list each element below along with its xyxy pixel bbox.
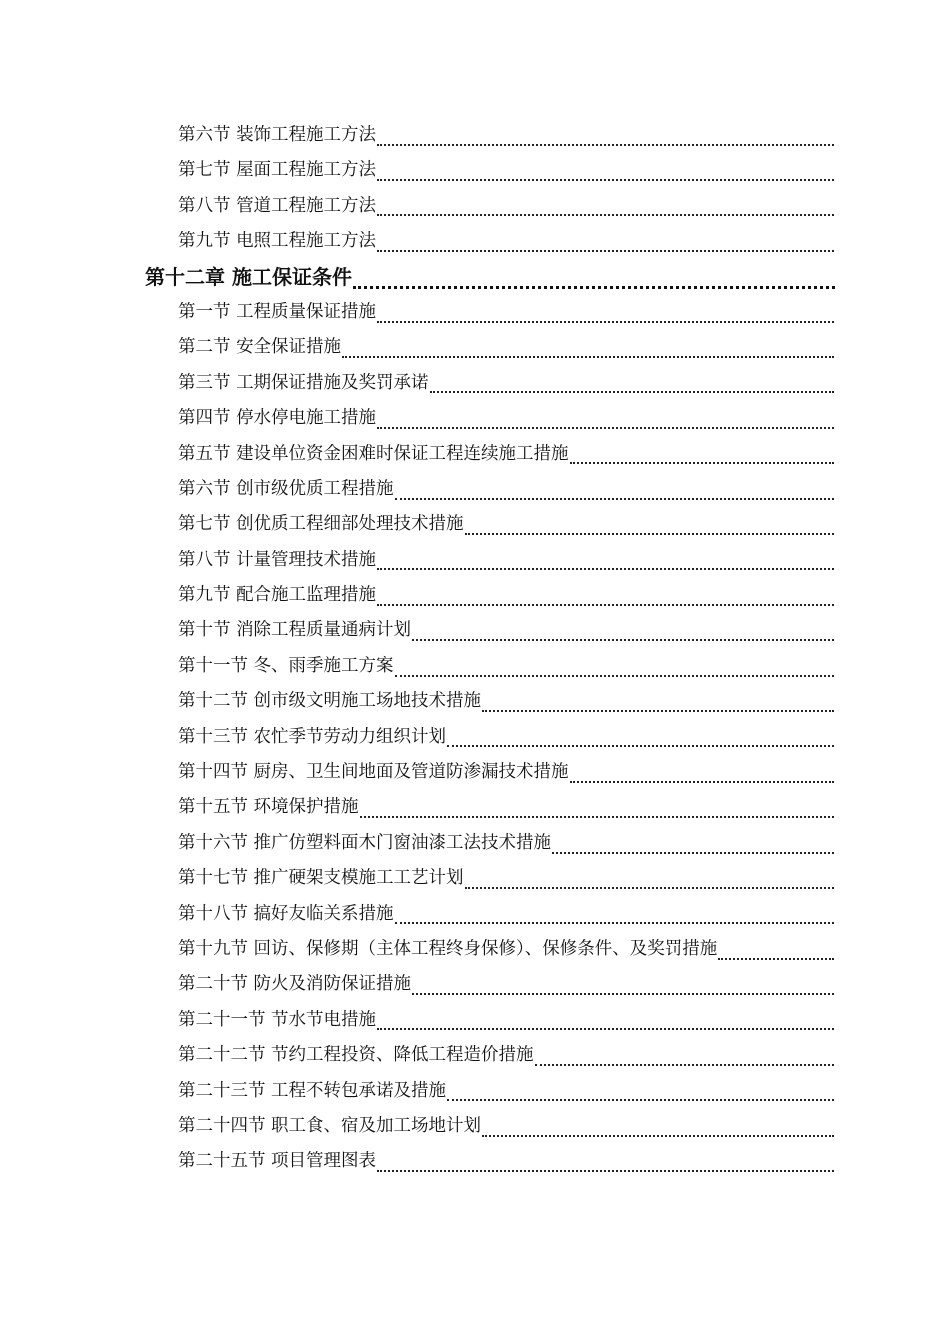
- toc-section-entry[interactable]: [178, 366, 834, 401]
- toc-section-entry[interactable]: [178, 189, 834, 224]
- toc-entry-title: 第十一节 冬、雨季施工方案: [178, 655, 394, 676]
- toc-dot-leader: [430, 391, 834, 393]
- toc-entry-title: 第八节 计量管理技术措施: [178, 549, 377, 570]
- toc-section-entry[interactable]: [178, 472, 834, 507]
- toc-entry-title: 第二十三节 工程不转包承诺及措施: [178, 1080, 447, 1101]
- toc-dot-leader: [377, 427, 834, 429]
- toc-section-entry[interactable]: [178, 790, 834, 825]
- toc-entry-title: 第五节 建设单位资金困难时保证工程连续施工措施: [178, 443, 569, 464]
- toc-entry-title: 第四节 停水停电施工措施: [178, 408, 377, 429]
- toc-section-entry[interactable]: [178, 330, 834, 365]
- toc-section-entry[interactable]: [178, 1109, 834, 1144]
- toc-section-entry[interactable]: [178, 755, 834, 790]
- toc-dot-leader: [377, 568, 834, 570]
- toc-section-entry[interactable]: [178, 932, 834, 967]
- toc-section-entry[interactable]: [178, 1038, 834, 1073]
- toc-section-entry[interactable]: [178, 720, 834, 755]
- toc-dot-leader: [447, 1099, 834, 1101]
- toc-dot-leader: [377, 214, 834, 216]
- toc-section-entry[interactable]: [178, 295, 834, 330]
- toc-dot-leader: [377, 1170, 834, 1172]
- toc-dot-leader: [412, 639, 834, 641]
- toc-dot-leader: [395, 675, 834, 677]
- toc-entry-title: 第十五节 环境保护措施: [178, 797, 359, 818]
- toc-dot-leader: [395, 922, 834, 924]
- toc-dot-leader: [342, 356, 834, 358]
- toc-entry-title: 第十八节 搞好友临关系措施: [178, 903, 394, 924]
- toc-entry-title: 第一节 工程质量保证措施: [178, 301, 377, 322]
- toc-section-entry[interactable]: [178, 118, 834, 153]
- toc-entry-title: 第二十五节 项目管理图表: [178, 1151, 377, 1172]
- toc-dot-leader: [353, 286, 835, 289]
- toc-dot-leader: [465, 533, 834, 535]
- toc-entry-title: 第二十一节 节水节电措施: [178, 1009, 377, 1030]
- toc-section-entry[interactable]: [178, 613, 834, 648]
- toc-dot-leader: [377, 1028, 834, 1030]
- toc-dot-leader: [482, 710, 834, 712]
- toc-entry-title: 第十二章 施工保证条件: [145, 264, 352, 289]
- toc-dot-leader: [718, 958, 834, 960]
- toc-dot-leader: [412, 993, 834, 995]
- toc-entry-title: 第九节 配合施工监理措施: [178, 585, 377, 606]
- toc-entry-title: 第十七节 推广硬架支模施工工艺计划: [178, 868, 464, 889]
- toc-dot-leader: [465, 887, 834, 889]
- toc-section-entry[interactable]: [178, 861, 834, 896]
- toc-section-entry[interactable]: [178, 826, 834, 861]
- toc-entry-title: 第六节 装饰工程施工方法: [178, 125, 377, 145]
- toc-section-entry[interactable]: [178, 897, 834, 932]
- toc-entry-title: 第三节 工期保证措施及奖罚承诺: [178, 372, 429, 393]
- toc-dot-leader: [447, 745, 834, 747]
- toc-chapter-entry[interactable]: [145, 260, 835, 295]
- toc-section-entry[interactable]: [178, 401, 834, 436]
- toc-dot-leader: [482, 1135, 834, 1137]
- toc-dot-leader: [395, 498, 834, 500]
- toc-entry-title: 第二十四节 职工食、宿及加工场地计划: [178, 1115, 482, 1136]
- toc-dot-leader: [377, 179, 834, 181]
- toc-entry-title: 第六节 创市级优质工程措施: [178, 478, 394, 499]
- toc-entry-title: 第十节 消除工程质量通病计划: [178, 620, 412, 641]
- toc-entry-title: 第九节 电照工程施工方法: [178, 231, 377, 252]
- toc-entry-title: 第二节 安全保证措施: [178, 337, 342, 358]
- toc-entry-title: 第十二节 创市级文明施工场地技术措施: [178, 691, 482, 712]
- toc-entry-title: 第十九节 回访、保修期（主体工程终身保修）、保修条件、及奖罚措施: [178, 938, 718, 959]
- toc-dot-leader: [535, 1064, 834, 1066]
- toc-entry-title: 第二十二节 节约工程投资、降低工程造价措施: [178, 1045, 534, 1066]
- toc-section-entry[interactable]: [178, 649, 834, 684]
- toc-dot-leader: [570, 781, 834, 783]
- toc-dot-leader: [360, 816, 834, 818]
- toc-dot-leader: [552, 852, 834, 854]
- toc-entry-title: 第十四节 厨房、卫生间地面及管道防渗漏技术措施: [178, 762, 569, 783]
- toc-section-entry[interactable]: [178, 684, 834, 719]
- toc-section-entry[interactable]: [178, 1144, 834, 1179]
- toc-dot-leader: [377, 250, 834, 252]
- toc-entry-title: 第七节 屋面工程施工方法: [178, 160, 377, 181]
- toc-entry-title: 第十六节 推广仿塑料面木门窗油漆工法技术措施: [178, 832, 552, 853]
- toc-section-entry[interactable]: [178, 967, 834, 1002]
- toc-entry-title: 第七节 创优质工程细部处理技术措施: [178, 514, 464, 535]
- toc-dot-leader: [377, 604, 834, 606]
- toc-section-entry[interactable]: [178, 1003, 834, 1038]
- toc-dot-leader: [377, 321, 834, 323]
- toc-section-entry[interactable]: [178, 437, 834, 472]
- toc-section-entry[interactable]: [178, 1074, 834, 1109]
- toc-entry-title: 第十三节 农忙季节劳动力组织计划: [178, 726, 447, 747]
- toc-dot-leader: [570, 462, 834, 464]
- toc-section-entry[interactable]: [178, 153, 834, 188]
- table-of-contents: [0, 118, 950, 1180]
- toc-entry-title: 第二十节 防火及消防保证措施: [178, 974, 412, 995]
- toc-section-entry[interactable]: [178, 507, 834, 542]
- toc-entry-title: 第八节 管道工程施工方法: [178, 195, 377, 216]
- toc-dot-leader: [377, 144, 834, 146]
- toc-section-entry[interactable]: [178, 543, 834, 578]
- toc-section-entry[interactable]: [178, 578, 834, 613]
- toc-section-entry[interactable]: [178, 224, 834, 259]
